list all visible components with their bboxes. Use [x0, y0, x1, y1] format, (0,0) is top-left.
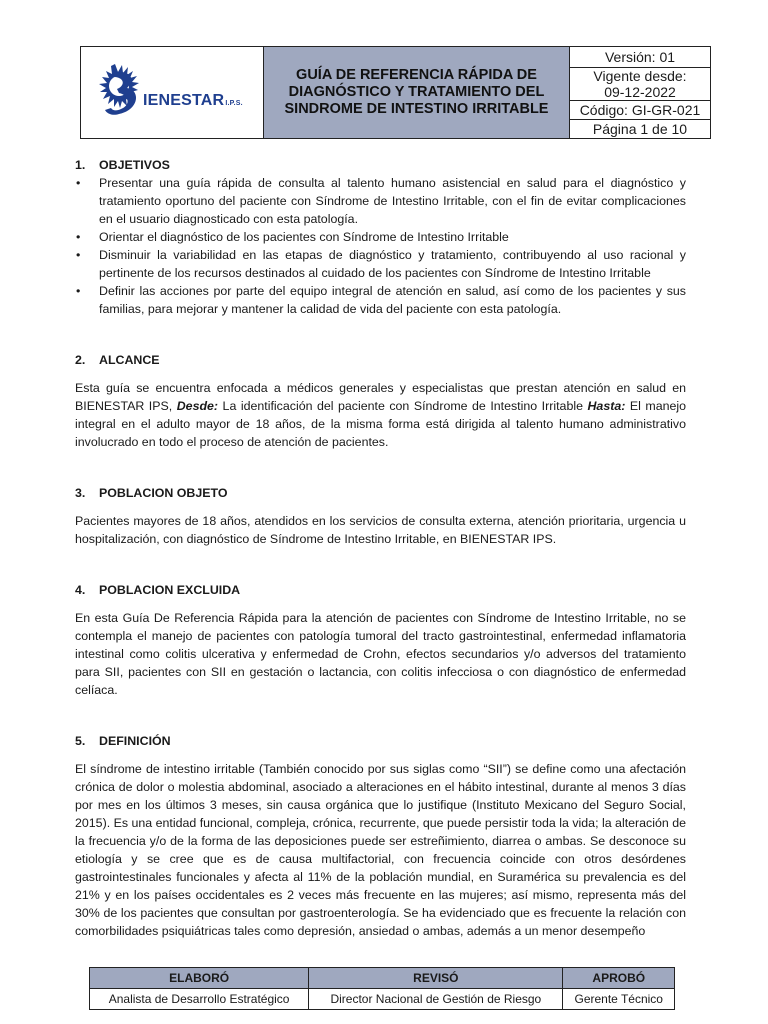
bienestar-logo — [93, 62, 258, 124]
table-header: APROBÓ — [563, 968, 675, 989]
table-row — [90, 989, 675, 1010]
list-item: • Presentar una guía rápida de consulta al talento humano asistencial en salud para el diagnóstico y tratamiento oportuno del paciente con Síndrome de Intestino Irritable, con el fin de evitar complicaciones en el usuario diagnosticado con esta patología. — [75, 174, 686, 228]
table-row — [90, 968, 675, 989]
section-heading-poblacion-objeto: 3. POBLACION OBJETO — [75, 486, 228, 500]
table-cell: Analista de Desarrollo Estratégico — [90, 989, 309, 1010]
table-cell: Director Nacional de Gestión de Riesgo — [309, 989, 563, 1010]
definicion-paragraph: El síndrome de intestino irritable (También conocido por sus siglas como “SII”) se define como una afectación crónica de dolor o molestia abdominal, asociado a alteraciones en el hábito intestinal, durante al menos 3 días por mes en los últimos 3 meses, sin causa orgánica que lo justifique (Instituto Mexicano del Seguro Social, 2015). Es una entidad funcional, compleja, crónica, recurrente, que puede persistir toda la vida; la alteración de la frecuencia y/o de la forma de las deposiciones puede ser estreñimiento, diarrea o ambas. Se desconoce su etiología y se cree que es de causa multifactorial, con frecuencia coincide con otros desórdenes gastrointestinales funcionales y afecta al 11% de la población mundial, en Suramérica su prevalencia es del 21% y en los países occidentales es 2 veces más frecuente en las mujeres; así mismo, representa más del 30% de los pacientes que consultan por gastroenterología. Se ha evidenciado que es frecuente la relación con comorbilidades psiquiátricas tales como depresión, ansiedad o ambas, además a un menor desempeño — [75, 762, 686, 938]
list-item: • Disminuir la variabilidad en las etapas de diagnóstico y tratamiento, contribuyendo al uso racional y pertinente de los recursos destinados al cuidado de los pacientes con Síndrome de Intestino Irritable — [75, 246, 686, 282]
table-header: ELABORÓ — [90, 968, 309, 989]
vigente-cell — [570, 68, 710, 101]
objetivos-list — [75, 174, 686, 318]
section-heading-objetivos: 1. OBJETIVOS — [75, 158, 170, 172]
document-meta — [570, 47, 710, 138]
list-item: • Definir las acciones por parte del equipo integral de atención en salud, así como de los pacientes y sus familias, para mejorar y mantener la calidad de vida del paciente con esta patología. — [75, 282, 686, 318]
codigo-cell: Código: GI-GR-021 — [570, 101, 710, 120]
pagina-cell: Página 1 de 10 — [592, 121, 688, 137]
poblacion-excluida-paragraph: En esta Guía De Referencia Rápida para la atención de pacientes con Síndrome de Intestino Irritable, no se contempla el manejo de pacientes con patología tumoral del tracto gastrointestinal, enfermedad inflamatoria intestinal como colitis ulcerativa y enfermedad de Crohn, efectos secundarios y/o adversos del tratamiento para SII, pacientes con SII en gestación o lactancia, con colitis infecciosa o con diagnóstico de enfermedad celíaca. — [75, 611, 686, 697]
vigente-date: 09-12-2022 — [604, 84, 676, 100]
poblacion-objeto-paragraph: Pacientes mayores de 18 años, atendidos en los servicios de consulta externa, atención prioritaria, urgencia u hospitalización, con diagnóstico de Síndrome de Intestino Irritable, en BIENESTAR IPS. — [75, 514, 686, 546]
document-title — [264, 47, 570, 138]
section-heading-definicion: 5. DEFINICIÓN — [75, 734, 171, 748]
document-header — [80, 46, 711, 139]
table-cell: Gerente Técnico — [563, 989, 675, 1010]
table-header: REVISÓ — [309, 968, 563, 989]
document-body — [75, 156, 686, 940]
version-cell: Versión: 01 — [570, 47, 710, 68]
logo-cell — [81, 47, 264, 138]
alcance-paragraph: Esta guía se encuentra enfocada a médicos generales y especialistas que prestan atención en salud en BIENESTAR IPS, Desde: La identificación del paciente con Síndrome de Intestino Irritable Hasta: El manejo integral en el adulto mayor de 18 años, de la misma forma está dirigida al talento humano administrativo involucrado en todo el proceso de atención de pacientes. — [75, 381, 687, 449]
title-line-1: GUÍA DE REFERENCIA RÁPIDA DE — [296, 67, 537, 83]
approval-table — [89, 967, 675, 1010]
title-line-2: DIAGNÓSTICO Y TRATAMIENTO DEL — [288, 84, 545, 100]
vigente-label: Vigente desde: — [593, 68, 687, 84]
section-heading-poblacion-excluida: 4. POBLACION EXCLUIDA — [75, 583, 241, 597]
list-item: • Orientar el diagnóstico de los pacientes con Síndrome de Intestino Irritable — [75, 228, 686, 246]
title-line-3: SINDROME DE INTESTINO IRRITABLE — [284, 101, 549, 117]
section-heading-alcance: 2. ALCANCE — [75, 353, 160, 367]
logo-wordmark: IENESTARI.P.S. — [143, 92, 243, 109]
